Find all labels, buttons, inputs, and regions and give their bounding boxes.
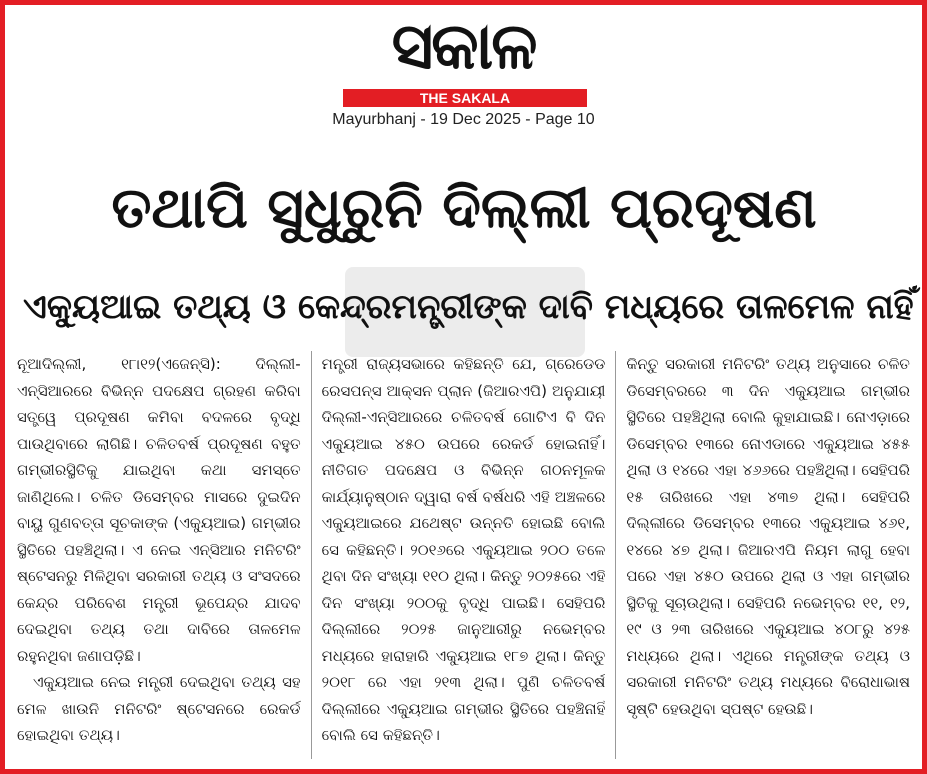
article-subheadline: ଏକ୍ୟୁଆଇ ତଥ୍ୟ ଓ କେନ୍ଦ୍ରମନ୍ତ୍ରୀଙ୍କ ଦାବି ମଧ୍ୟରେ ତାଳମେଳ ନାହିଁ	[23, 287, 914, 327]
logo-tagline: THE SAKALA	[419, 90, 511, 106]
article-column-2	[322, 351, 606, 759]
paragraph: ନୂଆଦିଲ୍ଲୀ, ୧୮ା୧୨(ଏଜେନ୍ସି): ଦିଲ୍ଲୀ-ଏନ୍‌ସିଆରରେ ବିଭିନ୍ନ ପଦକ୍ଷେପ ଗ୍ରହଣ କରିବା ସତ୍ତ୍ୱେ ପ୍ରଦୂଷଣ କମିବା ବଦଳରେ ବୃଦ୍ଧି ପାଉଥିବାରେ ଲାଗିଛି। ଚଳିତବର୍ଷ ପ୍ରଦୂଷଣ ବହୁତ ଗମ୍ଭୀରସ୍ଥିତିକୁ ଯାଇଥିବା କଥା ସମସ୍ତେ ଜାଣିଥିଲେ। ଚଳିତ ଡିସେମ୍ବର ମାସରେ ଦୁଇଦିନ ବାୟୁ ଗୁଣବତ୍ତା ସୂଚକାଙ୍କ (ଏକ୍ୟୁଆଇ) ଗମ୍ଭୀର ସ୍ଥିତିରେ ପହଞ୍ଚିଥିଲା। ଏ ନେଇ ଏନ୍‌ସିଆର ମନିଟରିଂ ଷ୍ଟେସନରୁ ମିଳିଥିବା ସରକାରୀ ତଥ୍ୟ ଓ ସଂସଦରେ କେନ୍ଦ୍ର ପରିବେଶ ମନ୍ତ୍ରୀ ଭୂପେନ୍ଦ୍ର ଯାଦବ ଦେଇଥିବା ତଥ୍ୟ ତଥା ଦାବିରେ ତାଳମେଳ ରହୁନଥିବା ଜଣାପଡ଼ିଛି।	[17, 355, 301, 665]
article-column-3	[626, 351, 910, 759]
article-headline: ତଥାପି ସୁଧୁରୁନି ଦିଲ୍ଲୀ ପ୍ରଦୂଷଣ	[111, 176, 817, 241]
article-column-1	[17, 351, 301, 759]
paragraph: କିନ୍ତୁ ସରକାରୀ ମନିଟରିଂ ତଥ୍ୟ ଅନୁସାରେ ଚଳିତ ଡିସେମ୍ବରରେ ୩ ଦିନ ଏକ୍ୟୁଆଇ ଗମ୍ଭୀର ସ୍ଥିତିରେ ପହଞ୍ଚିଥିଲା ବୋଲି କୁହାଯାଇଛି। ନୋଏଡ଼ାରେ ଡିସେମ୍ବର ୧୩ରେ ନୋଏଡାରେ ଏକ୍ୟୁଆଇ ୪୫୫ ଥିଲା ଓ ୧୪ରେ ଏହା ୪୬୬ରେ ପହଞ୍ଚିଥିଲା। ସେହିପରି ୧୫ ତାରିଖରେ ଏହା ୪୩୭ ଥିଲା। ସେହିପରି ଦିଲ୍ଲୀରେ ଡିସେମ୍ବର ୧୩ରେ ଏକ୍ୟୁଆଇ ୪୬୧, ୧୪ରେ ୪୭ ଥିଲା। ଜିଆରଏପି ନିୟମ ଲାଗୁ ହେବା ପରେ ଏହା ୪୫୦ ଉପରେ ଥିଲା ଓ ଏହା ଗମ୍ଭୀର ସ୍ଥିତିକୁ ସୂଚାଉଥିଲା। ସେହିପରି ନଭେମ୍ବର ୧୧, ୧୨, ୧୯ ଓ ୨୩ ତାରିଖରେ ଏକ୍ୟୁଆଇ ୪୦୮ରୁ ୪୨୫ ମଧ୍ୟରେ ଥିଲା। ଏଥିରେ ମନ୍ତ୍ରୀଙ୍କ ତଥ୍ୟ ଓ ସରକାରୀ ମନିଟରିଂ ତଥ୍ୟ ମଧ୍ୟରେ ବିରୋଧାଭାଷ ସୃଷ୍ଟି ହେଉଥିବା ସ୍ପଷ୍ଟ ହେଉଛି।	[626, 355, 911, 718]
paragraph: ଏକ୍ୟୁଆଇ ନେଇ ମନ୍ତ୍ରୀ ଦେଇଥିବା ତଥ୍ୟ ସହ ମେଳ ଖାଉନି ମନିଟରିଂ ଷ୍ଟେସନରେ ରେକର୍ଡ ହୋଇଥିବା ତଥ୍ୟ।	[17, 673, 301, 744]
column-divider	[615, 351, 616, 759]
logo-tagline-band	[343, 89, 587, 107]
masthead	[5, 11, 922, 83]
column-divider	[311, 351, 312, 759]
edition-line: Mayurbhanj - 19 Dec 2025 - Page 10	[332, 111, 595, 128]
newspaper-logo: ସକାଳ	[391, 10, 536, 84]
paragraph: ମନ୍ତ୍ରୀ ରାଜ୍ୟସଭାରେ କହିଛନ୍ତି ଯେ, ଗ୍ରେଡେଡ ରେସପନ୍ସ ଆକ୍ସନ ପ୍ଲାନ (ଜିଆରଏପି) ଅନୁଯାୟୀ ଦିଲ୍ଲୀ-ଏନ୍‌ସିଆରରେ ଚଳିତବର୍ଷ ଗୋଟିଏ ବି ଦିନ ଏକ୍ୟୁଆଇ ୪୫୦ ଉପରେ ରେକର୍ଡ ହୋଇନାହିଁ। ନୀତିଗତ ପଦକ୍ଷେପ ଓ ବିଭିନ୍ନ ଗଠନମୂଳକ କାର୍ଯ୍ୟାନୁଷ୍ଠାନ ଦ୍ୱାରା ବର୍ଷ ବର୍ଷଧରି ଏହି ଅଞ୍ଚଳରେ ଏକ୍ୟୁଆଇରେ ଯଥେଷ୍ଟ ଉନ୍ନତି ହୋଇଛି ବୋଲି ସେ କହିଛନ୍ତି। ୨୦୧୬ରେ ଏକ୍ୟୁଆଇ ୨୦୦ ତଳେ ଥିବା ଦିନ ସଂଖ୍ୟା ୧୧୦ ଥିଲା। କିନ୍ତୁ ୨୦୨୫ରେ ଏହି ଦିନ ସଂଖ୍ୟା ୨୦୦କୁ ବୃଦ୍ଧି ପାଇଛି। ସେହିପରି ଦିଲ୍ଲୀରେ ୨୦୨୫ ଜାନୁଆରୀରୁ ନଭେମ୍ବର ମଧ୍ୟରେ ହାରାହାରି ଏକ୍ୟୁଆଇ ୧୮୭ ଥିଲା। କିନ୍ତୁ ୨୦୧୮ ରେ ଏହା ୨୧୩ ଥିଲା। ପୁଣି ଚଳିତବର୍ଷ ଦିଲ୍ଲୀରେ ଏକ୍ୟୁଆଇ ଗମ୍ଭୀର ସ୍ଥିତିରେ ପହଞ୍ଚିନାହିଁ ବୋଲି ସେ କହିଛନ୍ତି।	[321, 355, 606, 744]
article-body	[17, 351, 910, 759]
